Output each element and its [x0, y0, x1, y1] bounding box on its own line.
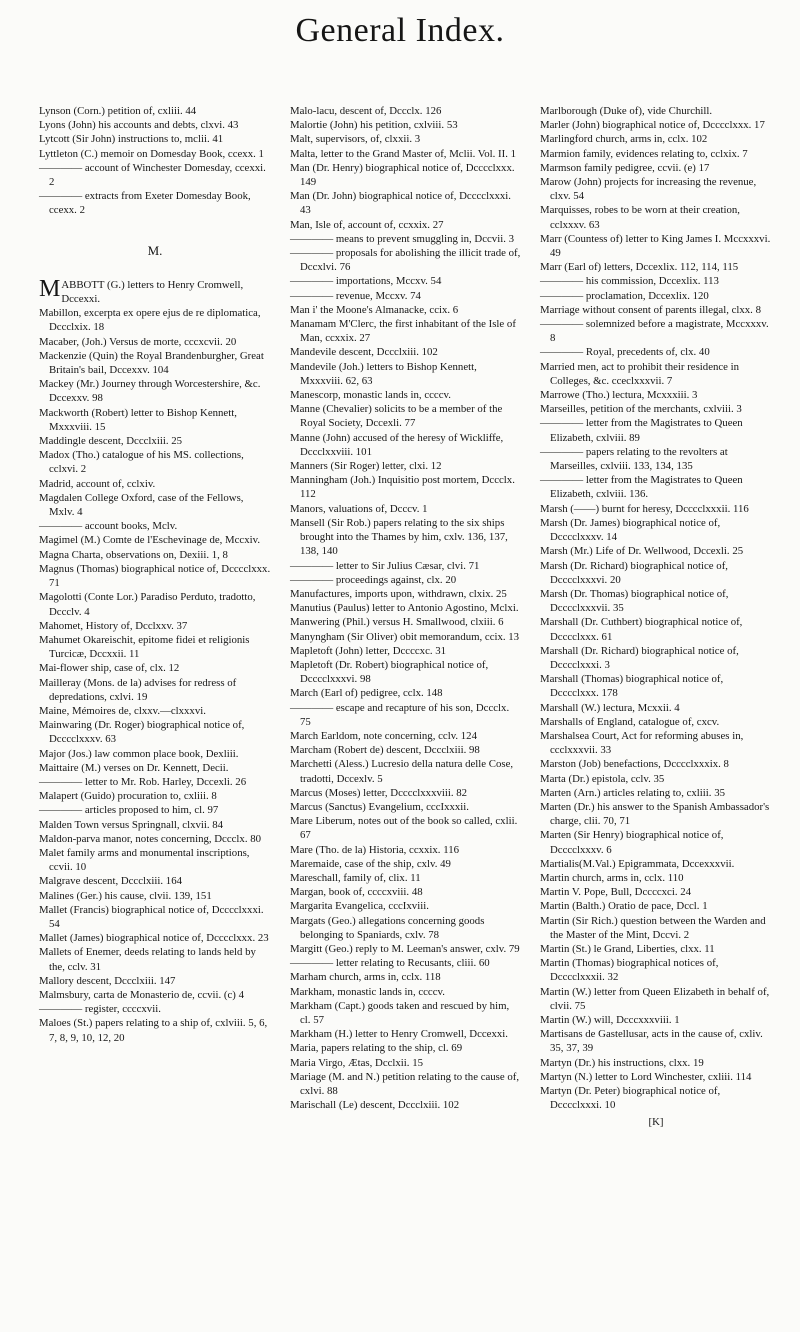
index-entry: Malortie (John) his petition, cxlviii. 53: [290, 119, 458, 132]
drop-cap: M: [39, 275, 61, 302]
index-entry: Malo-lacu, descent of, Dccclx. 126: [290, 105, 442, 117]
index-entry: Macaber, (Joh.) Versus de morte, cccxcvii. 20: [39, 335, 237, 348]
index-entry: Manescorp, monastic lands in, ccccv.: [290, 389, 451, 402]
index-entry: Malmsbury, carta de Monasterio de, ccvii. (c) 4: [39, 988, 244, 1001]
index-entry: March Earldom, note concerning, cclv. 124: [290, 729, 477, 742]
index-entry: ———— account books, Mclv.: [39, 520, 178, 533]
index-entry: ———— letter to Mr. Rob. Harley, Dccexli. 26: [39, 775, 247, 788]
index-entry: Marmion family, evidences relating to, cclxix. 7: [540, 147, 748, 160]
index-entry: Marten (Dr.) his answer to the Spanish Ambassador's charge, clii. 70, 71: [540, 800, 770, 828]
index-entry: Magdalen College Oxford, case of the Fellows, Mxlv. 4: [39, 491, 244, 519]
index-entry: Marlingford church, arms in, cclx. 102: [540, 133, 708, 146]
index-entry: Manyngham (Sir Oliver) obit memorandum, ccix. 13: [290, 630, 520, 643]
index-entry: ———— means to prevent smuggling in, Dccvii. 3: [290, 232, 515, 245]
index-entry: Mahomet, History of, Dcclxxv. 37: [39, 619, 188, 632]
signature-mark: [K]: [648, 1116, 664, 1129]
index-entry: Manne (Chevalier) solicits to be a member of the Royal Society, Dccexli. 77: [290, 403, 503, 430]
index-entry: Manors, valuations of, Dcccv. 1: [290, 502, 428, 515]
index-entry: Martialis(M.Val.) Epigrammata, Dccexxxvii.: [540, 857, 735, 870]
index-entry: Madox (Tho.) catalogue of his MS. collections, cclxvi. 2: [39, 449, 244, 476]
index-entry: Mandevile descent, Dccclxiii. 102: [290, 346, 438, 359]
index-entry: Man (Dr. Henry) biographical notice of, Dcccclxxx. 149: [290, 161, 515, 189]
index-entry: Martin church, arms in, cclx. 110: [540, 871, 684, 884]
index-entry: Marow (John) projects for increasing the revenue, clxv. 54: [540, 176, 757, 203]
index-entry: Magnus (Thomas) biographical notice of, Dcccclxxx. 71: [39, 562, 271, 590]
index-entry: Mackworth (Robert) letter to Bishop Kennett, Mxxxviii. 15: [39, 406, 237, 433]
index-entry: Malta, letter to the Grand Master of, Mclii. Vol. II. 1: [290, 147, 516, 160]
index-entry: Maine, Mémoires de, clxxv.—clxxxvi.: [39, 704, 206, 717]
index-entry: Martyn (Dr. Peter) biographical notice of, Dcccclxxxi. 10: [540, 1085, 721, 1112]
index-entry: Maddingle descent, Dccclxiii. 25: [39, 435, 183, 448]
index-entry: ———— extracts from Exeter Domesday Book, ccexx. 2: [39, 190, 251, 217]
index-entry: Markham (H.) letter to Henry Cromwell, Dccexxi.: [290, 1028, 508, 1041]
index-entry: Malden Town versus Springnall, clxvii. 84: [39, 818, 224, 831]
index-entry: Martin V. Pope, Bull, Dccccxci. 24: [540, 886, 692, 899]
index-entry: Marrowe (Tho.) lectura, Mcxxxiii. 3: [540, 389, 698, 402]
index-entry: ———— proposals for abolishing the illicit trade of, Dccxlvi. 76: [290, 247, 521, 274]
index-entry: Marshalsea Court, Act for reforming abuses in, ccclxxxvii. 33: [540, 729, 744, 757]
index-entry: Mainwaring (Dr. Roger) biographical notice of, Dcccclxxxv. 63: [39, 719, 245, 746]
index-entry: Martin (Balth.) Oratio de pace, Dccl. 1: [540, 900, 708, 913]
index-entry: Maria, papers relating to the ship, cl. 69: [290, 1042, 463, 1055]
index-entry: Marham church, arms in, cclx. 118: [290, 971, 441, 984]
index-entry: Marshall (Dr. Richard) biographical notice of, Dcccclxxxi. 3: [540, 644, 739, 671]
index-entry: ———— proclamation, Dccexlix. 120: [540, 289, 709, 302]
index-entry: Marquisses, robes to be worn at their creation, cclxxxv. 63: [540, 204, 740, 231]
index-entry: Magna Charta, observations on, Dexiii. 1, 8: [39, 548, 228, 561]
index-entry: Marsh (Dr. Thomas) biographical notice of, Dcccclxxxvii. 35: [540, 587, 729, 615]
index-entry: Malapert (Guido) procuration to, cxliii. 8: [39, 790, 217, 803]
index-entry: Mackenzie (Quin) the Royal Brandenburgher, Great Britain's bail, Dccexxv. 104: [39, 349, 264, 377]
index-entry: ———— escape and recapture of his son, Dccclx. 75: [290, 701, 510, 728]
index-entry: Madrid, account of, cclxiv.: [39, 477, 156, 490]
index-entry: ———— letter from the Magistrates to Queen Elizabeth, cxlviii. 89: [540, 417, 743, 444]
index-entry: Mailleray (Mons. de la) advises for redress of depredations, cxlvi. 19: [39, 676, 237, 703]
index-entry: Lynson (Corn.) petition of, cxliii. 44: [39, 105, 197, 117]
index-entry: Martyn (N.) letter to Lord Winchester, cxliii. 114: [540, 1070, 752, 1083]
index-entry: Marten (Sir Henry) biographical notice of, Dcccclxxxv. 6: [540, 829, 724, 856]
index-entry: Malt, supervisors, of, clxxii. 3: [290, 133, 421, 146]
index-entry: Marta (Dr.) epistola, cclv. 35: [540, 772, 665, 785]
index-entry: ———— letter relating to Recusants, cliii. 60: [290, 957, 490, 970]
index-entry: Marmson family pedigree, ccvii. (e) 17: [540, 161, 710, 174]
index-entry: Manutius (Paulus) letter to Antonio Agostino, Mclxi.: [290, 602, 519, 615]
index-entry: Man i' the Moone's Almanacke, ccix. 6: [290, 303, 459, 316]
index-entry: ———— papers relating to the revolters at Marseilles, cxlviii. 133, 134, 135: [540, 445, 728, 473]
index-entry: ———— account of Winchester Domesday, ccexxi. 2: [39, 161, 266, 189]
index-entry: Marseilles, petition of the merchants, cxlviii. 3: [540, 403, 742, 416]
index-entry: ———— register, ccccxvii.: [39, 1003, 161, 1016]
index-entry: Manwering (Phil.) versus H. Smallwood, clxiii. 6: [290, 616, 504, 629]
index-entry: ———— articles proposed to him, cl. 97: [39, 804, 219, 817]
index-entry: Marshalls of England, catalogue of, cxcv.: [540, 715, 720, 728]
index-entry: Marshall (Dr. Cuthbert) biographical notice of, Dcccclxxx. 61: [540, 616, 743, 643]
index-entry: Mansell (Sir Rob.) papers relating to the six ships brought into the Thames by him, cxlv. 136, 137, 138, 140: [290, 516, 508, 558]
index-entry: Mai-flower ship, case of, clx. 12: [39, 662, 180, 675]
index-entry: Mareschall, family of, clix. 11: [290, 871, 421, 884]
index-entry: Martisans de Gastellusar, acts in the cause of, cxliv. 35, 37, 39: [540, 1028, 763, 1055]
index-entry: Margats (Geo.) allegations concerning goods belonging to Spaniards, cxlv. 78: [290, 914, 485, 941]
index-entry: Margan, book of, ccccxviii. 48: [290, 886, 423, 899]
index-entry: Mapletoft (Dr. Robert) biographical notice of, Dcccclxxxvi. 98: [290, 658, 489, 686]
index-entry: Marcus (Sanctus) Evangelium, cccIxxxii.: [290, 800, 469, 813]
index-entry: Mallet (James) biographical notice of, Dcccclxxx. 23: [39, 932, 269, 945]
index-entry: Martin (Sir Rich.) question between the Warden and the Master of the Mint, Dccvi. 2: [540, 914, 766, 941]
index-entry: Manamam M'Clerc, the first inhabitant of the Isle of Man, ccxxix. 27: [290, 318, 516, 345]
index-entry: Markham, monastic lands in, ccccv.: [290, 985, 445, 998]
index-entry: Martin (W.) letter from Queen Elizabeth in behalf of, clvii. 75: [540, 985, 770, 1012]
index-entry: Malines (Ger.) his cause, clvii. 139, 151: [39, 889, 212, 902]
index-entry: Marsh (Dr. James) biographical notice of, Dcccclxxxv. 14: [540, 516, 721, 544]
page-title: General Index.: [295, 12, 505, 49]
index-entry: ———— solemnized before a magistrate, Mccxxxv. 8: [540, 318, 769, 345]
index-entry: Marr (Earl of) letters, Dccexlix. 112, 114, 115: [540, 261, 739, 274]
index-entry: Marler (John) biographical notice of, Dcccclxxx. 17: [540, 119, 765, 132]
index-entry: MABBOTT (G.) letters to Henry Cromwell, Dccexxi.: [39, 275, 244, 306]
index-entry: Mabillon, excerpta ex opere ejus de re diplomatica, Dccclxix. 18: [39, 307, 261, 334]
index-entry: Malgrave descent, Dccclxiii. 164: [39, 875, 183, 888]
index-entry: Marsh (Dr. Richard) biographical notice of, Dcccclxxxvi. 20: [540, 559, 728, 586]
index-entry: Marchetti (Aless.) Lucresio della natura delle Cose, tradotti, Dccexlv. 5: [290, 758, 514, 785]
index-entry: Married men, act to prohibit their residence in Colleges, &c. cceclxxxvii. 7: [540, 360, 740, 387]
index-entry: Maittaire (M.) verses on Dr. Kennett, Decii.: [39, 761, 229, 774]
index-entry: Martin (Thomas) biographical notices of, Dcccclxxxii. 32: [540, 957, 719, 984]
index-entry: Mallets of Enemer, deeds relating to lands held by the, cclv. 31: [39, 946, 256, 973]
index-entry: Mandevile (Joh.) letters to Bishop Kennett, Mxxxviii. 62, 63: [290, 360, 477, 387]
index-entry: ———— importations, Mccxv. 54: [290, 275, 442, 288]
index-entry: ———— letter from the Magistrates to Queen Elizabeth, cxlviii. 136.: [540, 474, 743, 501]
index-entry: Marsh (Mr.) Life of Dr. Wellwood, Dccexli. 25: [540, 545, 744, 558]
index-entry: Maria Virgo, Ætas, Dcclxii. 15: [290, 1056, 423, 1069]
index-entry: Martyn (Dr.) his instructions, clxx. 19: [540, 1056, 704, 1069]
index-entry: Manufactures, imports upon, withdrawn, clxix. 25: [290, 587, 507, 600]
index-entry: Martin (St.) le Grand, Liberties, clxx. 11: [540, 942, 715, 955]
index-entry: ———— letter to Sir Julius Cæsar, clvi. 71: [290, 559, 480, 572]
index-entry: Maremaide, case of the ship, cxlv. 49: [290, 857, 451, 870]
index-entry: ———— his commission, Dccexlix. 113: [540, 275, 719, 288]
index-entry: Mackey (Mr.) Journey through Worcestershire, &c. Dccexxv. 98: [39, 378, 261, 405]
index-entry: Marcus (Moses) letter, Dcccclxxxviii. 82: [290, 786, 468, 799]
index-entry: Martin (W.) will, Dcccxxxviii. 1: [540, 1014, 680, 1026]
index-column-1: [39, 104, 271, 1045]
index-entry: Mapletoft (John) letter, Dccccxc. 31: [290, 644, 447, 657]
index-entry: Maldon-parva manor, notes concerning, Dccclx. 80: [39, 832, 262, 845]
index-entry: Magolotti (Conte Lor.) Paradiso Perduto, tradotto, Dccclv. 4: [39, 591, 256, 618]
index-entry: Manningham (Joh.) Inquisitio post mortem, Dccclx. 112: [290, 474, 515, 501]
index-entry: ———— Royal, precedents of, clx. 40: [540, 346, 710, 359]
index-entry: Marr (Countess of) letter to King James I. Mccxxxvi. 49: [540, 232, 771, 260]
index-entry: Marshall (Thomas) biographical notice of, Dcccclxxx. 178: [540, 673, 724, 700]
index-entry: Marischall (Le) descent, Dccclxiii. 102: [290, 1099, 460, 1112]
index-entry: Lytcott (Sir John) instructions to, mclii. 41: [39, 133, 224, 146]
index-entry: Marsh (——) burnt for heresy, Dcccclxxxii. 116: [540, 502, 749, 515]
index-entry: Marcham (Robert de) descent, Dccclxiii. 98: [290, 744, 480, 757]
index-entry: Marriage without consent of parents illegal, clxx. 8: [540, 303, 761, 316]
index-entry: Lyttleton (C.) memoir on Domesday Book, ccexx. 1: [39, 147, 264, 160]
index-entry: Major (Jos.) law common place book, Dexliii.: [39, 747, 239, 760]
index-entry: Mallet (Francis) biographical notice of, Dcccclxxxi. 54: [39, 903, 264, 930]
index-column-2: [290, 104, 522, 1112]
index-entry: Lyons (John) his accounts and debts, clxvi. 43: [39, 119, 239, 132]
index-entry: Mare (Tho. de la) Historia, ccxxix. 116: [290, 843, 459, 856]
index-entry: Mare Liberum, notes out of the book so called, cxlii. 67: [290, 815, 518, 842]
index-entry: Margitt (Geo.) reply to M. Leeman's answer, cxlv. 79: [290, 942, 520, 955]
index-entry: Maloes (St.) papers relating to a ship of, cxlviii. 5, 6, 7, 8, 9, 10, 12, 20: [39, 1017, 268, 1044]
index-entry: ———— proceedings against, clx. 20: [290, 573, 457, 586]
index-entry: Man, Isle of, account of, ccxxix. 27: [290, 218, 444, 231]
index-entry: Marshall (W.) lectura, Mcxxii. 4: [540, 701, 680, 714]
index-entry: Mariage (M. and N.) petition relating to the cause of, cxlvi. 88: [290, 1070, 520, 1098]
index-entry: Man (Dr. John) biographical notice of, Dcccclxxxi. 43: [290, 190, 511, 217]
index-column-3: [540, 104, 772, 1130]
section-letter: M.: [147, 242, 163, 258]
index-entry: Margarita Evangelica, cccIxviii.: [290, 900, 429, 913]
index-entry: Marten (Arn.) articles relating to, cxliii. 35: [540, 786, 725, 799]
index-entry: March (Earl of) pedigree, cclx. 148: [290, 687, 443, 700]
index-entry: ———— revenue, Mccxv. 74: [290, 289, 421, 302]
index-entry: Malet family arms and monumental inscriptions, ccvii. 10: [39, 846, 250, 874]
index-entry: Mahumet Okareischit, epitome fidei et religionis Turcicæ, Dccxxii. 11: [39, 633, 250, 661]
index-entry: Markham (Capt.) goods taken and rescued by him, cl. 57: [290, 999, 510, 1026]
index-entry: Manners (Sir Roger) letter, clxi. 12: [290, 460, 442, 473]
index-entry: Manne (John) accused of the heresy of Wickliffe, Dccclxxviii. 101: [290, 431, 504, 458]
index-entry: Marston (Job) benefactions, Dcccclxxxix. 8: [540, 758, 729, 771]
index-entry: Magimel (M.) Comte de l'Eschevinage de, Mccxiv.: [39, 534, 261, 547]
index-entry: Marlborough (Duke of), vide Churchill.: [540, 105, 713, 117]
index-entry: Mallory descent, Dccclxiii. 147: [39, 974, 176, 987]
